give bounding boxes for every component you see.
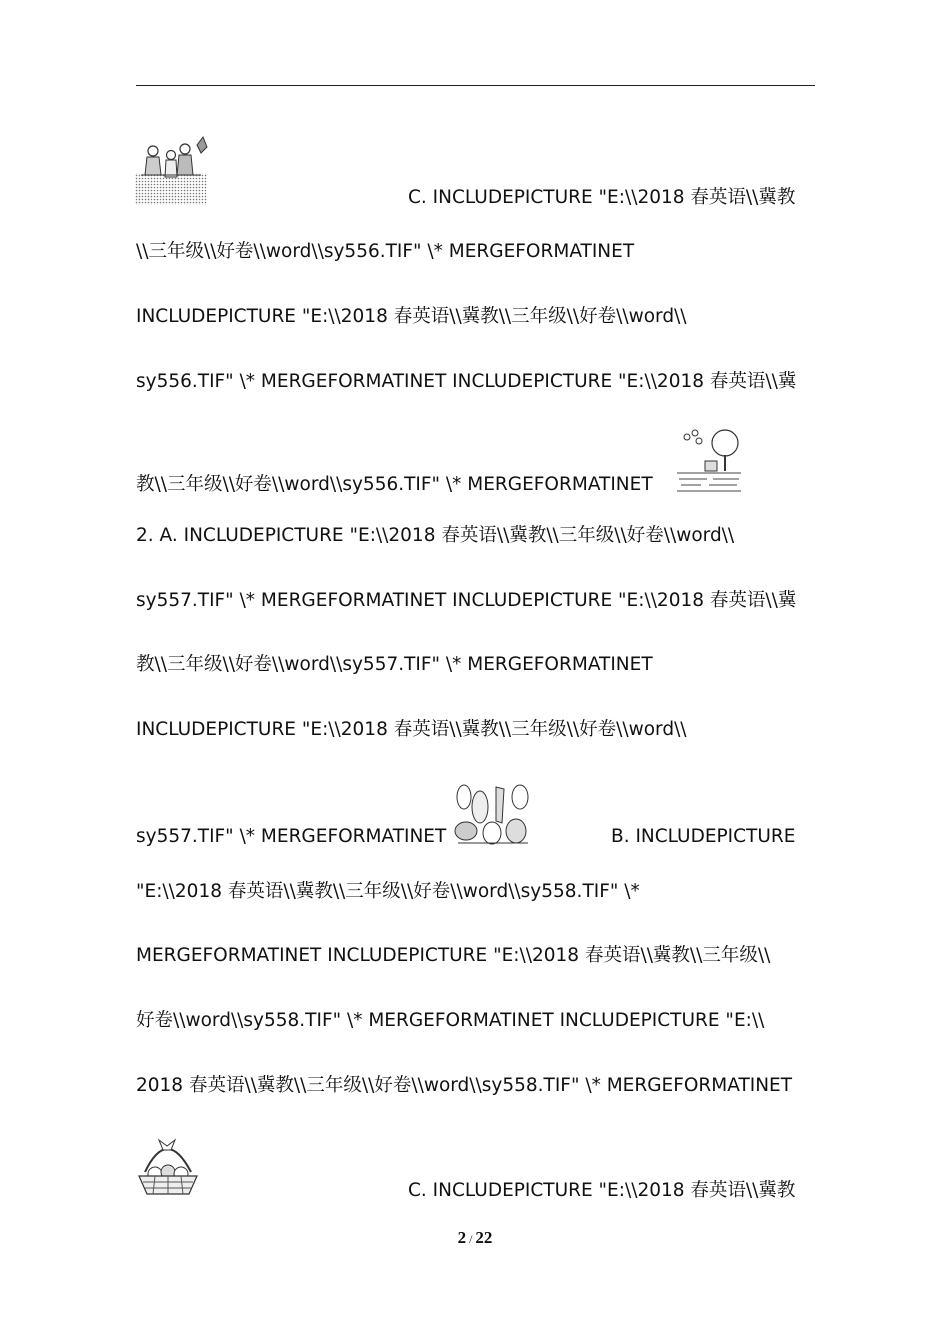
text-line-16: C. INCLUDEPICTURE "E:\\2018 春英语\\冀教 <box>408 1180 796 1201</box>
text-line-1: C. INCLUDEPICTURE "E:\\2018 春英语\\冀教 <box>408 187 796 208</box>
vegetables-illustration <box>452 777 534 847</box>
text-line-13: MERGEFORMATINET INCLUDEPICTURE "E:\\2018 春英语\\冀教\\三年级\\ <box>136 945 771 966</box>
text-line-10: sy557.TIF" \* MERGEFORMATINET <box>136 826 447 847</box>
text-line-12: "E:\\2018 春英语\\冀教\\三年级\\好卷\\word\\sy558.TIF" \* <box>136 881 640 902</box>
text-line-8: 教\\三年级\\好卷\\word\\sy557.TIF" \* MERGEFORMATINET <box>136 654 653 675</box>
text-line-4: sy556.TIF" \* MERGEFORMATINET INCLUDEPICTURE "E:\\2018 春英语\\冀 <box>136 371 797 392</box>
page-current: 2 <box>457 1228 467 1247</box>
family-outing-illustration <box>135 135 209 205</box>
header-rule <box>136 85 815 86</box>
text-line-2: \\三年级\\好卷\\word\\sy556.TIF" \* MERGEFORMATINET <box>136 241 635 262</box>
page-number <box>0 1228 950 1248</box>
text-line-3: INCLUDEPICTURE "E:\\2018 春英语\\冀教\\三年级\\好卷\\word\\ <box>136 306 687 327</box>
lakeside-picnic-illustration <box>677 425 743 493</box>
page-total: 22 <box>475 1228 493 1247</box>
text-line-7: sy557.TIF" \* MERGEFORMATINET INCLUDEPICTURE "E:\\2018 春英语\\冀 <box>136 590 797 611</box>
text-line-6: 2. A. INCLUDEPICTURE "E:\\2018 春英语\\冀教\\三年级\\好卷\\word\\ <box>136 525 735 546</box>
text-line-9: INCLUDEPICTURE "E:\\2018 春英语\\冀教\\三年级\\好卷\\word\\ <box>136 719 687 740</box>
text-line-5: 教\\三年级\\好卷\\word\\sy556.TIF" \* MERGEFORMATINET <box>136 474 653 495</box>
text-line-11: B. INCLUDEPICTURE <box>611 826 796 847</box>
page-separator: / <box>469 1232 473 1246</box>
text-line-15: 2018 春英语\\冀教\\三年级\\好卷\\word\\sy558.TIF" \* MERGEFORMATINET <box>136 1075 793 1096</box>
fruit-basket-illustration <box>135 1132 201 1198</box>
text-line-14: 好卷\\word\\sy558.TIF" \* MERGEFORMATINET INCLUDEPICTURE "E:\\ <box>136 1010 765 1031</box>
